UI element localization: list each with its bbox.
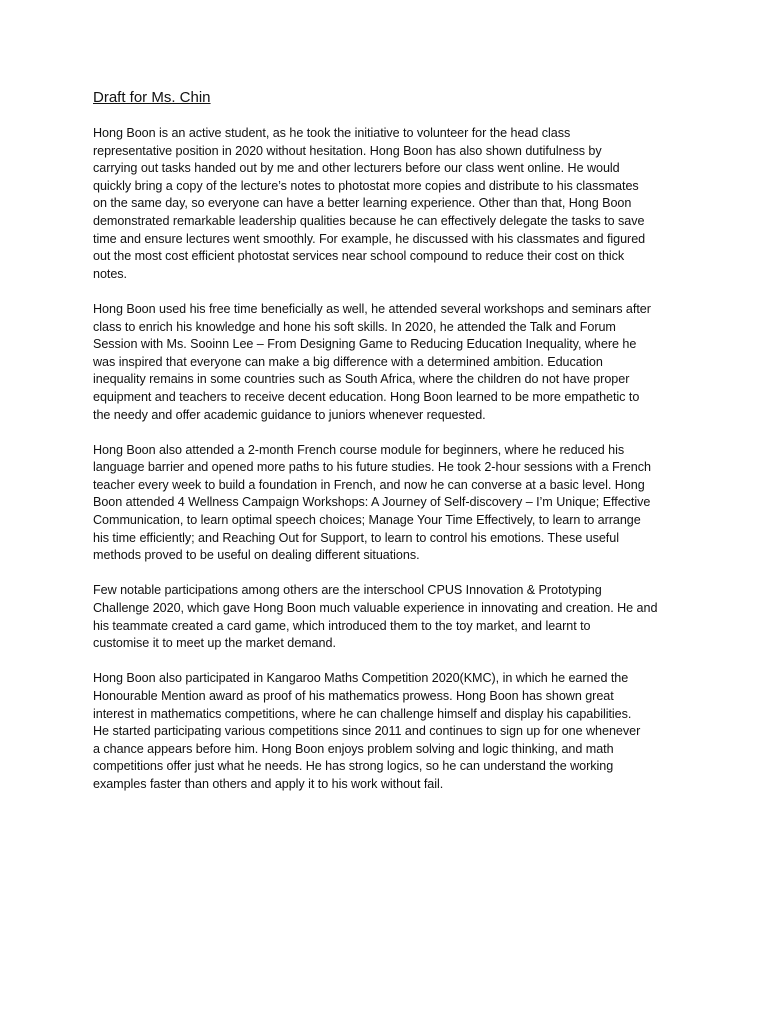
paragraph-line: Hong Boon also participated in Kangaroo Maths Competition 2020(KMC), in which he earned the (93, 671, 629, 686)
paragraph-line: his teammate created a card game, which introduced them to the toy market, and learnt to (93, 618, 591, 633)
paragraph-line: equipment and teachers to receive decent education. Hong Boon learned to be more empathetic to (93, 389, 640, 404)
paragraph-line: examples faster than others and apply it to his work without fail. (93, 776, 444, 791)
paragraph (93, 125, 678, 283)
paragraph-line: interest in mathematics competitions, where he can challenge himself and display his capabilities. (93, 706, 632, 721)
paragraph-line: time and ensure lectures went smoothly. For example, he discussed with his classmates and figured (93, 231, 646, 246)
paragraph-line: demonstrated remarkable leadership qualities because he can effectively delegate the tasks to save (93, 213, 645, 228)
paragraph-line: was inspired that everyone can make a big difference with a determined ambition. Education (93, 354, 603, 369)
paragraph-line: methods proved to be useful on dealing different situations. (93, 548, 420, 563)
paragraph (93, 582, 678, 652)
paragraph-line: teacher every week to build a foundation in French, and now he can converse at a basic level. Hong (93, 477, 645, 492)
paragraph-line: Honourable Mention award as proof of his mathematics prowess. Hong Boon has shown great (93, 689, 614, 703)
paragraph-line: customise it to meet up the market demand. (93, 636, 336, 651)
paragraph-line: competitions offer just what he needs. He has strong logics, so he can understand the working (93, 759, 614, 774)
paragraph-line: Hong Boon is an active student, as he took the initiative to volunteer for the head class (93, 126, 571, 140)
paragraph (93, 301, 678, 424)
document-page (93, 88, 678, 811)
paragraph-line: language barrier and opened more paths to his future studies. He took 2-hour sessions with a French (93, 460, 651, 475)
paragraph-line: Hong Boon used his free time beneficially as well, he attended several workshops and seminars after (93, 301, 651, 316)
paragraph-line: class to enrich his knowledge and hone his soft skills. In 2020, he attended the Talk and Forum (93, 319, 616, 334)
paragraph-line: out the most cost efficient photostat services near school compound to reduce their cost on thick (93, 249, 625, 264)
paragraph-line: the needy and offer academic guidance to juniors whenever requested. (93, 407, 486, 422)
paragraph (93, 670, 678, 793)
paragraph-line: representative position in 2020 without hesitation. Hong Boon has also shown dutifulness by (93, 143, 602, 158)
paragraph-line: notes. (93, 266, 128, 281)
paragraph (93, 442, 678, 565)
paragraph-line: Communication, to learn optimal speech choices; Manage Your Time Effectively, to learn to arrange (93, 513, 641, 528)
paragraph-line: Hong Boon also attended a 2-month French course module for beginners, where he reduced his (93, 442, 625, 457)
document-title: Draft for Ms. Chin (93, 89, 211, 106)
paragraph-line: inequality remains in some countries such as South Africa, where the children do not have proper (93, 372, 630, 387)
paragraph-line: Session with Ms. Sooinn Lee – From Designing Game to Reducing Education Inequality, where he (93, 337, 637, 352)
paragraph-line: Boon attended 4 Wellness Campaign Workshops: A Journey of Self-discovery – I’m Unique; Effective (93, 495, 651, 510)
document-body (93, 125, 678, 794)
paragraph-line: on the same day, so everyone can have a better learning experience. Other than that, Hong Boon (93, 196, 632, 211)
paragraph-line: a chance appears before him. Hong Boon enjoys problem solving and logic thinking, and math (93, 741, 614, 756)
paragraph-line: quickly bring a copy of the lecture’s notes to photostat more copies and distribute to his classmates (93, 178, 639, 193)
paragraph-line: his time efficiently; and Reaching Out for Support, to learn to control his emotions. These useful (93, 530, 619, 545)
paragraph-line: carrying out tasks handed out by me and other lecturers before our class went online. He would (93, 161, 620, 176)
paragraph-line: He started participating various competitions since 2011 and continues to sign up for one whenever (93, 724, 641, 739)
paragraph-line: Few notable participations among others are the interschool CPUS Innovation & Prototyping (93, 583, 602, 598)
paragraph-line: Challenge 2020, which gave Hong Boon much valuable experience in innovating and creation. He and (93, 601, 658, 616)
